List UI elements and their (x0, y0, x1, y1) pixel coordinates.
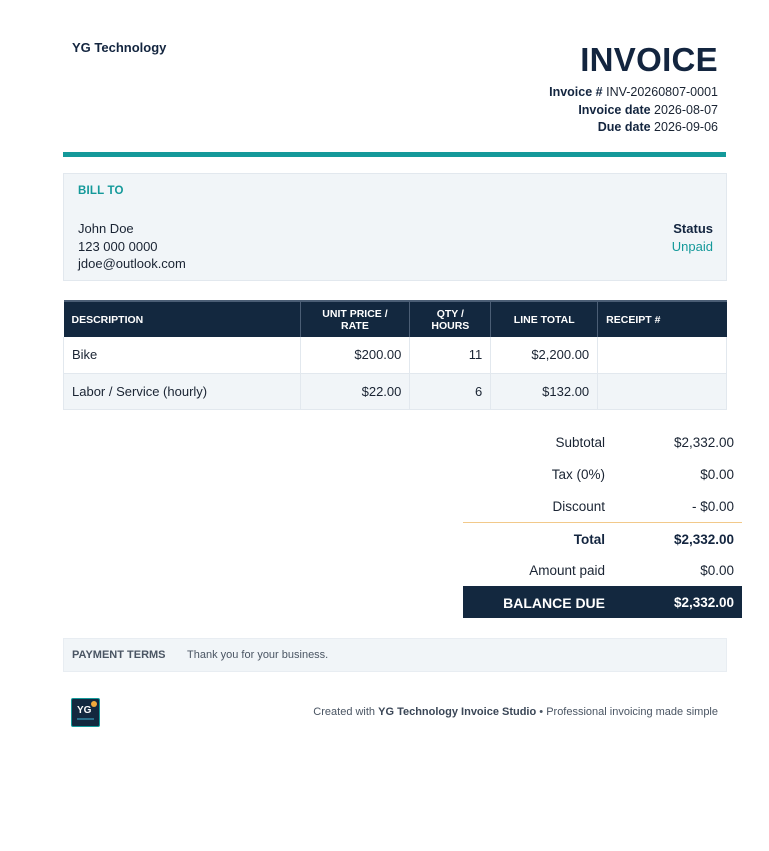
invoice-date-line (549, 102, 718, 120)
footer-prefix: Created with (313, 706, 376, 718)
item-line-total: $132.00 (491, 373, 598, 409)
tax-row (463, 458, 742, 490)
status-badge: Unpaid (671, 238, 713, 254)
total-row (463, 522, 742, 554)
client-name: John Doe (78, 221, 134, 236)
status-label: Status (673, 221, 713, 236)
company-name: YG Technology (72, 40, 167, 55)
amount-paid-label: Amount paid (529, 563, 605, 578)
invoice-number-label: Invoice # (549, 85, 603, 99)
logo-underline (77, 718, 94, 720)
balance-due-row (463, 586, 742, 618)
discount-label: Discount (552, 499, 605, 514)
tax-value: $0.00 (700, 467, 734, 482)
table-header-row (64, 301, 727, 337)
brand-logo (71, 698, 100, 727)
item-description: Bike (64, 337, 301, 373)
footer-product: YG Technology Invoice Studio (378, 706, 537, 718)
balance-due-label: BALANCE DUE (503, 595, 605, 611)
item-line-total: $2,200.00 (491, 337, 598, 373)
line-items-table (63, 300, 727, 410)
due-date-line (549, 119, 718, 137)
table-row (64, 337, 727, 373)
client-phone: 123 000 0000 (78, 238, 158, 254)
total-value: $2,332.00 (673, 532, 734, 547)
invoice-date-label: Invoice date (578, 102, 651, 117)
footer-suffix: • Professional invoicing made simple (539, 706, 718, 718)
column-header-line-total: LINE TOTAL (491, 301, 598, 337)
column-header-description: DESCRIPTION (64, 301, 301, 337)
column-header-unit-price: UNIT PRICE / RATE (300, 301, 410, 337)
payment-terms-panel (63, 638, 727, 672)
invoice-title: INVOICE (580, 41, 718, 78)
client-email: jdoe@outlook.com (78, 256, 186, 271)
subtotal-row (463, 426, 742, 458)
balance-due-value: $2,332.00 (673, 595, 734, 610)
column-header-qty: QTY / HOURS (410, 301, 491, 337)
discount-value: - $0.00 (691, 499, 734, 514)
subtotal-value: $2,332.00 (673, 435, 734, 450)
payment-terms-label: PAYMENT TERMS (72, 649, 166, 661)
payment-terms-text: Thank you for your business. (187, 649, 329, 661)
subtotal-label: Subtotal (555, 435, 605, 450)
item-qty: 6 (410, 373, 491, 409)
amount-paid-row (463, 554, 742, 586)
item-description: Labor / Service (hourly) (64, 373, 301, 409)
logo-text: YG (77, 705, 92, 716)
column-header-receipt: RECEIPT # (598, 301, 727, 337)
item-receipt (598, 373, 727, 409)
due-date-label: Due date (597, 120, 651, 134)
totals-summary (463, 426, 742, 618)
item-qty: 11 (410, 337, 491, 373)
invoice-date: 2026-08-07 (654, 102, 718, 117)
bill-to-label: BILL TO (78, 185, 124, 197)
total-label: Total (573, 532, 605, 547)
item-unit-price: $22.00 (300, 373, 410, 409)
tax-label: Tax (0%) (551, 467, 605, 482)
item-receipt (598, 337, 727, 373)
footer-credit (313, 706, 718, 718)
logo-dot-icon (91, 701, 97, 707)
invoice-number: INV-20260807-0001 (606, 85, 718, 99)
discount-row (463, 490, 742, 522)
header-divider (63, 152, 726, 157)
amount-paid-value: $0.00 (700, 563, 734, 578)
status-block (672, 220, 713, 255)
table-row (64, 373, 727, 409)
invoice-meta (549, 84, 718, 137)
client-details (78, 220, 186, 273)
invoice-number-line (549, 84, 718, 102)
bill-to-panel (63, 173, 727, 281)
item-unit-price: $200.00 (300, 337, 410, 373)
due-date: 2026-09-06 (654, 120, 718, 134)
